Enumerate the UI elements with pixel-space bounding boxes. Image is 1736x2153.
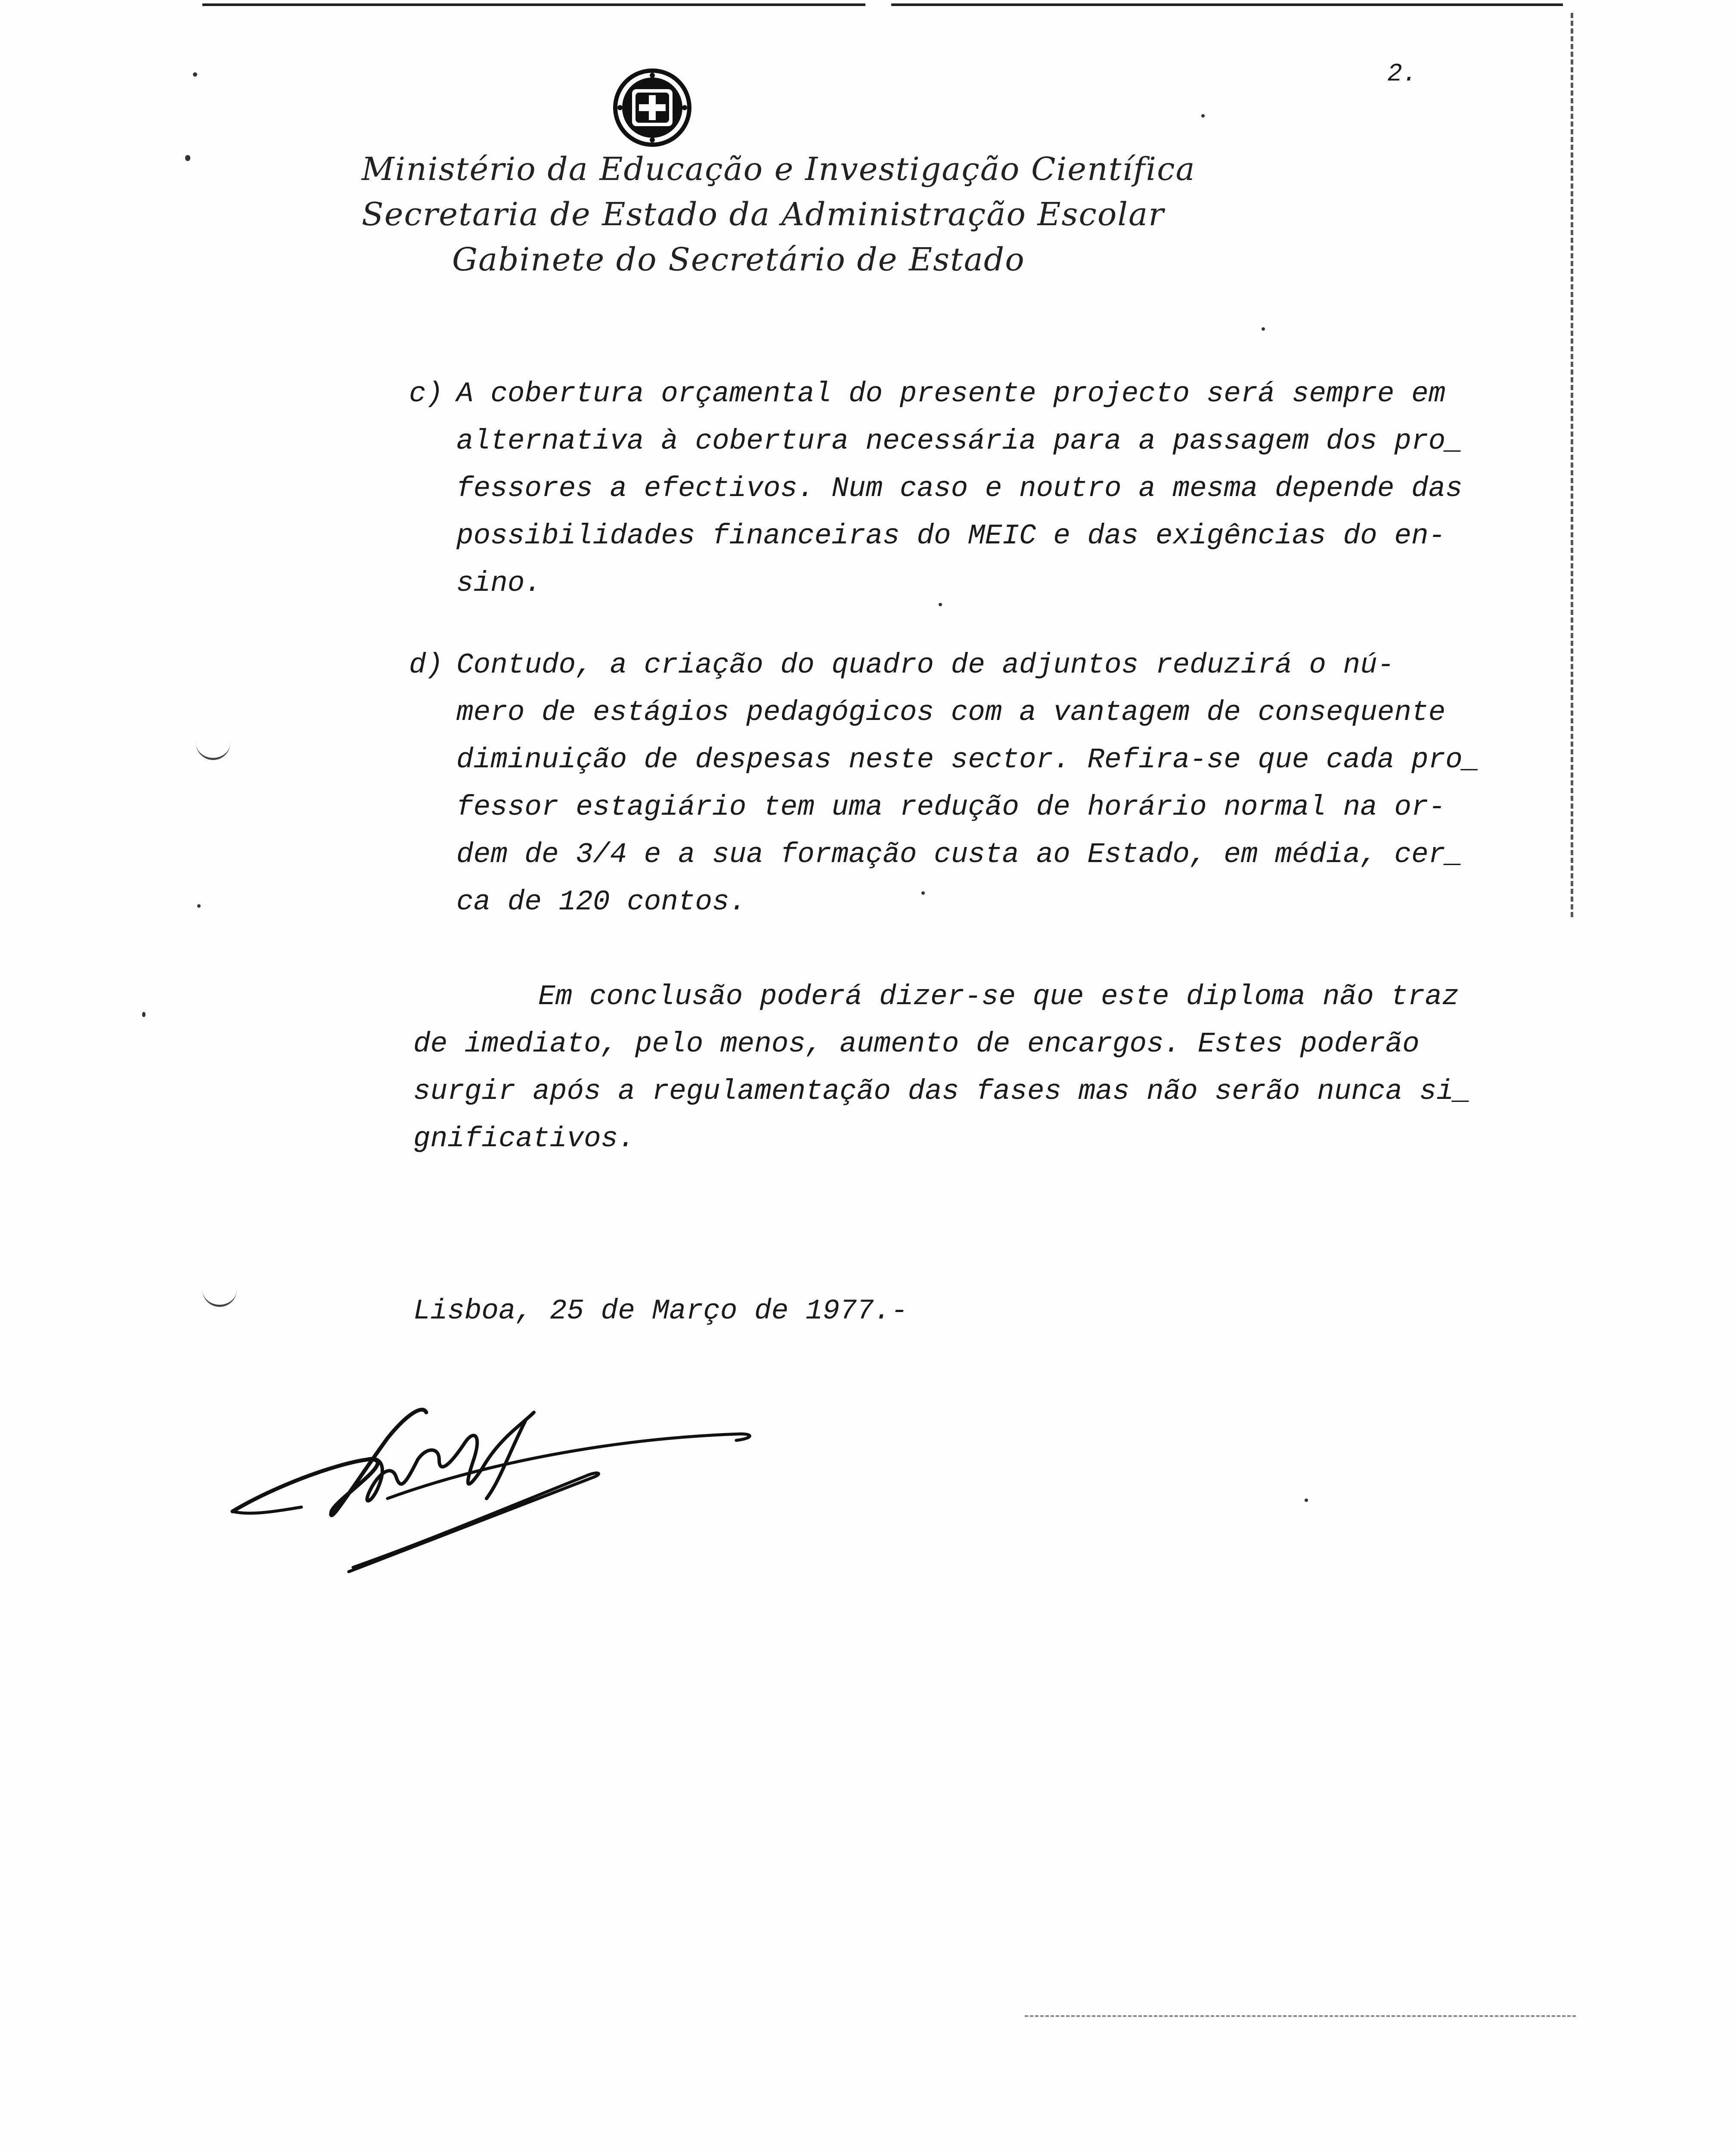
item-d-line: ca de 120 contos. — [456, 886, 747, 918]
scan-speck — [1305, 1498, 1308, 1502]
signature — [224, 1356, 762, 1598]
margin-mark — [202, 1287, 237, 1307]
margin-mark — [196, 741, 230, 760]
item-d-line: fessor estagiário tem uma redução de horário normal na or- — [456, 791, 1446, 823]
header-ministry: Ministério da Educação e Investigação Científica — [362, 151, 1196, 188]
conclusion-line: Em conclusão poderá dizer-se que este diploma não traz — [538, 980, 1459, 1013]
top-border-line — [891, 3, 1563, 6]
conclusion-paragraph — [413, 973, 1576, 1163]
scan-speck — [185, 155, 190, 161]
item-c-text — [456, 370, 1550, 607]
item-d-line: dem de 3/4 e a sua formação custa ao Estado, em média, cer_ — [456, 838, 1463, 871]
item-d-line: Contudo, a criação do quadro de adjuntos reduzirá o nú- — [456, 649, 1395, 681]
scan-artifact-dashes — [1025, 2015, 1576, 2019]
header-cabinet: Gabinete do Secretário de Estado — [452, 241, 1025, 278]
conclusion-line: surgir após a regulamentação das fases mas não serão nunca si_ — [413, 1075, 1471, 1108]
right-margin-line — [1571, 13, 1576, 917]
scan-speck — [197, 904, 201, 908]
scan-speck — [142, 1012, 146, 1017]
scan-speck — [1201, 114, 1205, 118]
date-line: Lisboa, 25 de Março de 1977.- — [413, 1295, 908, 1327]
item-c-label: c) — [409, 378, 443, 410]
item-c-line: A cobertura orçamental do presente projecto será sempre em — [456, 378, 1446, 410]
header-secretariat: Secretaria de Estado da Administração Escolar — [362, 196, 1165, 233]
conclusion-line: de imediato, pelo menos, aumento de encargos. Estes poderão — [413, 1028, 1420, 1060]
page-number: 2. — [1387, 60, 1417, 88]
scan-speck — [921, 891, 925, 895]
item-c-line: alternativa à cobertura necessária para a passagem dos pro_ — [456, 425, 1463, 457]
conclusion-line: gnificativos. — [413, 1123, 635, 1155]
item-d-label: d) — [409, 649, 443, 681]
item-c-line: sino. — [456, 567, 542, 599]
item-c-line: possibilidades financeiras do MEIC e das exigências do en- — [456, 520, 1446, 552]
item-d-line: mero de estágios pedagógicos com a vantagem de consequente — [456, 696, 1446, 729]
item-d-text — [456, 642, 1550, 926]
scan-speck — [193, 72, 197, 77]
item-c-line: fessores a efectivos. Num caso e noutro a mesma depende das — [456, 472, 1463, 505]
coat-of-arms-emblem — [611, 67, 693, 149]
scan-speck — [939, 603, 942, 606]
scan-speck — [1262, 327, 1265, 331]
item-d-line: diminuição de despesas neste sector. Refira-se que cada pro_ — [456, 744, 1480, 776]
top-border-line — [202, 3, 865, 6]
